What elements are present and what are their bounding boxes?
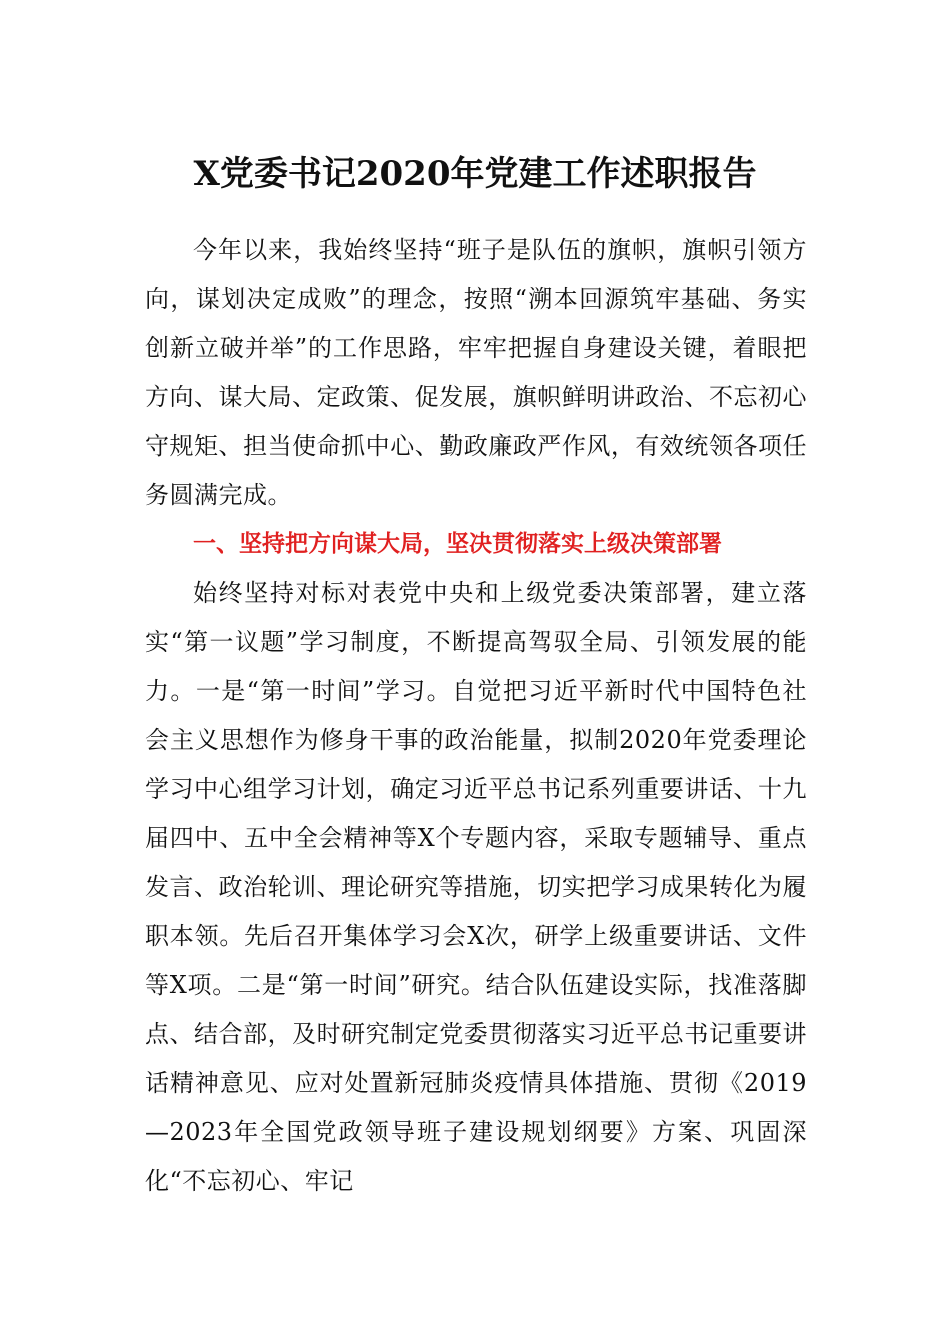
section-1-heading: 一、坚持把方向谋大局，坚决贯彻落实上级决策部署	[193, 531, 722, 557]
intro-paragraph: 今年以来，我始终坚持“班子是队伍的旗帜，旗帜引领方向，谋划决定成败”的理念，按照“溯本回源筑牢基础、务实创新立破并举”的工作思路，牢牢把握自身建设关键，着眼把方向、谋大局、定政策、促发展，旗帜鲜明讲政治、不忘初心守规矩、担当使命抓中心、勤政廉政严作风，有效统领各项任务圆满完成。	[145, 236, 807, 509]
document-title: X党委书记2020年党建工作述职报告	[193, 154, 757, 194]
document-body	[145, 226, 807, 1206]
section-1-paragraph: 始终坚持对标对表党中央和上级党委决策部署，建立落实“第一议题”学习制度，不断提高驾驭全局、引领发展的能力。一是“第一时间”学习。自觉把习近平新时代中国特色社会主义思想作为修身干事的政治能量，拟制2020年党委理论学习中心组学习计划，确定习近平总书记系列重要讲话、十九届四中、五中全会精神等X个专题内容，采取专题辅导、重点发言、政治轮训、理论研究等措施，切实把学习成果转化为履职本领。先后召开集体学习会X次，研学上级重要讲话、文件等X项。二是“第一时间”研究。结合队伍建设实际，找准落脚点、结合部，及时研究制定党委贯彻落实习近平总书记重要讲话精神意见、应对处置新冠肺炎疫情具体措施、贯彻《2019—2023年全国党政领导班子建设规划纲要》方案、巩固深化“不忘初心、牢记	[145, 579, 807, 1195]
